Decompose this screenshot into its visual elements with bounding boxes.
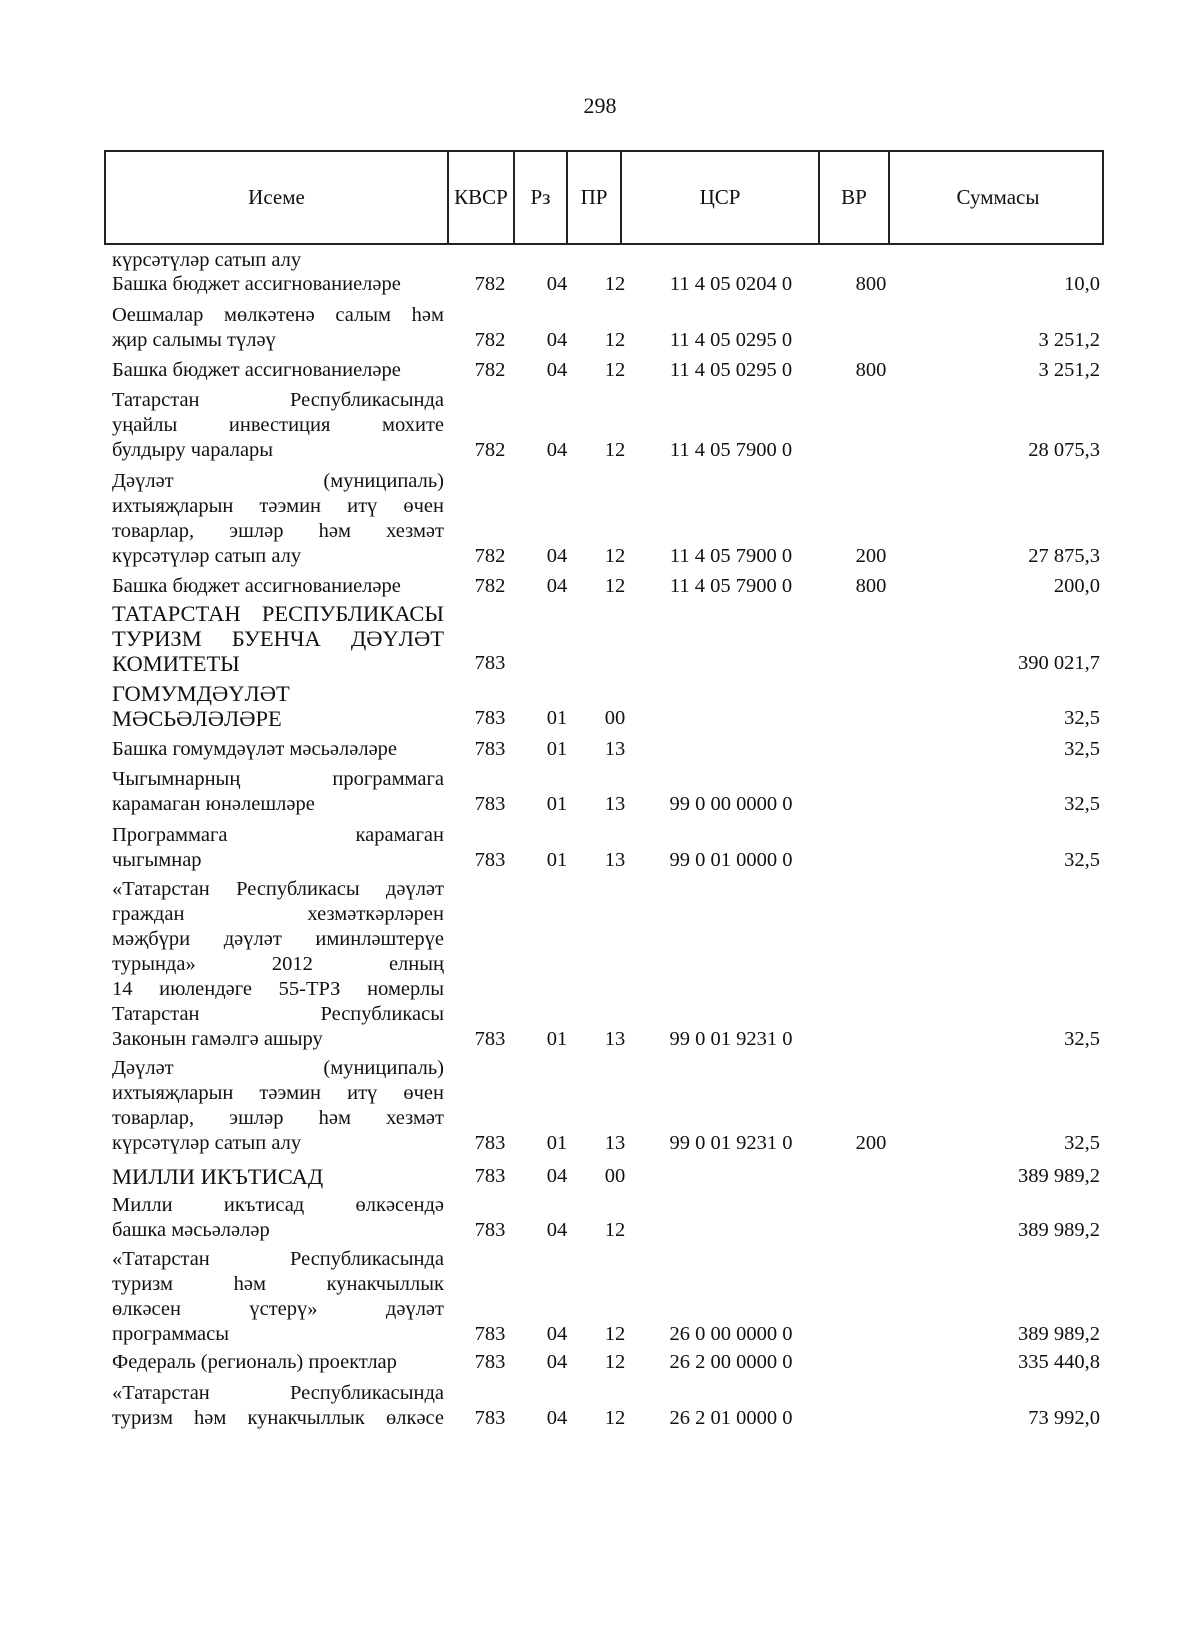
table-row: [0, 303, 1200, 353]
row-pr: 13: [604, 793, 626, 815]
row-pr: 13: [604, 1028, 626, 1050]
row-name-line: Татарстан Республикасында: [112, 389, 444, 411]
row-sum: 10,0: [1064, 273, 1100, 295]
row-pr: 12: [604, 1351, 626, 1373]
row-pr: 12: [604, 329, 626, 351]
row-name: [112, 303, 444, 353]
header-vr: ВР: [820, 152, 890, 243]
row-vr: 800: [855, 575, 887, 597]
header-pr: ПР: [568, 152, 622, 243]
row-kvsr: 783: [474, 707, 506, 729]
row-pr: 12: [604, 1407, 626, 1429]
row-pr: 13: [604, 1132, 626, 1154]
row-name-line: булдыру чаралары: [112, 439, 274, 461]
row-pr: 00: [604, 707, 626, 729]
row-pr: 12: [604, 575, 626, 597]
row-kvsr: 783: [474, 652, 506, 674]
row-sum: 389 989,2: [1018, 1323, 1100, 1345]
row-name-line: Оешмалар мөлкәтенә салым һәм: [112, 304, 444, 326]
row-name-line: күрсәтүләр сатып алу: [112, 249, 302, 271]
row-pr: 13: [604, 849, 626, 871]
table-row: [0, 358, 1200, 383]
row-name: [112, 1381, 444, 1431]
row-name-line: Дәүләт (муниципаль): [112, 470, 444, 492]
row-csr: 99 0 01 9231 0: [669, 1028, 793, 1050]
table-row: [0, 877, 1200, 1052]
header-csr: ЦСР: [622, 152, 820, 243]
row-rz: 04: [546, 273, 568, 295]
row-name-line: башка мәсьәләләр: [112, 1219, 270, 1241]
row-name: [112, 1056, 444, 1156]
row-name-line: товарлар, эшләр һәм хезмәт: [112, 520, 444, 542]
row-pr: 12: [604, 1219, 626, 1241]
row-kvsr: 782: [474, 359, 506, 381]
row-sum: 32,5: [1064, 738, 1100, 760]
table-row: [0, 388, 1200, 463]
row-name: [112, 877, 444, 1052]
row-name-line: җир салымы түләү: [112, 329, 276, 351]
row-name-line: ТУРИЗМ БУЕНЧА ДӘҮЛӘТ: [112, 626, 444, 651]
row-csr: 11 4 05 0295 0: [669, 329, 793, 351]
row-sum: 28 075,3: [1028, 439, 1100, 461]
row-name-line: Законын гамәлгә ашыру: [112, 1028, 323, 1050]
row-name-line: «Татарстан Республикасы дәүләт: [112, 878, 444, 900]
table-header: [104, 150, 1104, 245]
table-row: [0, 1350, 1200, 1375]
row-name: [112, 1247, 444, 1347]
row-rz: 01: [546, 1132, 568, 1154]
row-sum: 32,5: [1064, 707, 1100, 729]
row-name-line: 14 июлендәге 55-ТРЗ номерлы: [112, 978, 444, 1000]
row-sum: 200,0: [1053, 575, 1100, 597]
table-row: [0, 469, 1200, 569]
table-row: [0, 767, 1200, 817]
table-row: [0, 1193, 1200, 1243]
row-name: [112, 1193, 444, 1243]
row-name-line: туризм һәм кунакчыллык өлкәсе: [112, 1407, 444, 1429]
row-name-line: ТАТАРСТАН РЕСПУБЛИКАСЫ: [112, 601, 444, 626]
row-name-line: Татарстан Республикасы: [112, 1003, 444, 1025]
row-rz: 04: [546, 575, 568, 597]
table-row: [0, 248, 1200, 273]
row-name: [112, 737, 444, 762]
table-row: [0, 737, 1200, 762]
row-rz: 04: [546, 1407, 568, 1429]
row-rz: 01: [546, 707, 568, 729]
row-name-line: «Татарстан Республикасында: [112, 1248, 444, 1270]
row-name-line: өлкәсен үстерү» дәүләт: [112, 1298, 444, 1320]
row-sum: 73 992,0: [1028, 1407, 1100, 1429]
row-sum: 27 875,3: [1028, 545, 1100, 567]
row-kvsr: 783: [474, 1323, 506, 1345]
row-rz: 01: [546, 738, 568, 760]
row-csr: 11 4 05 0295 0: [669, 359, 793, 381]
row-name-line: Башка бюджет ассигнованиеләре: [112, 273, 401, 295]
table-row: [0, 1056, 1200, 1156]
row-name-line: туризм һәм кунакчыллык: [112, 1273, 444, 1295]
table-row: [0, 1381, 1200, 1431]
row-csr: 99 0 01 9231 0: [669, 1132, 793, 1154]
table-row: [0, 1247, 1200, 1347]
row-name-line: Милли икътисад өлкәсендә: [112, 1194, 444, 1216]
row-name: [112, 469, 444, 569]
row-name: [112, 767, 444, 817]
row-name-line: граждан хезмәткәрләрен: [112, 903, 444, 925]
row-vr: 800: [855, 359, 887, 381]
row-kvsr: 783: [474, 1219, 506, 1241]
row-name-line: товарлар, эшләр һәм хезмәт: [112, 1107, 444, 1129]
row-name-line: Башка бюджет ассигнованиеләре: [112, 359, 401, 381]
row-pr: 12: [604, 273, 626, 295]
row-csr: 26 0 00 0000 0: [669, 1323, 793, 1345]
row-name-line: мәҗбүри дәүләт иминләштерүе: [112, 928, 444, 950]
row-kvsr: 782: [474, 545, 506, 567]
row-sum: 3 251,2: [1038, 329, 1100, 351]
row-name: [112, 823, 444, 873]
row-rz: 04: [546, 329, 568, 351]
row-kvsr: 782: [474, 439, 506, 461]
row-sum: 389 989,2: [1018, 1165, 1100, 1187]
row-sum: 32,5: [1064, 1028, 1100, 1050]
row-kvsr: 783: [474, 738, 506, 760]
row-kvsr: 782: [474, 329, 506, 351]
row-csr: 99 0 01 0000 0: [669, 849, 793, 871]
row-name-line: «Татарстан Республикасында: [112, 1382, 444, 1404]
row-sum: 335 440,8: [1018, 1351, 1100, 1373]
row-name: [112, 272, 444, 297]
header-kvsr: КВСР: [449, 152, 515, 243]
row-name-line: МӘСЬӘЛӘЛӘРЕ: [112, 706, 282, 731]
row-name-line: ихтыяҗларын тәэмин итү өчен: [112, 1082, 444, 1104]
row-name-line: күрсәтүләр сатып алу: [112, 1132, 302, 1154]
table-row: [0, 601, 1200, 676]
row-name: [112, 681, 444, 731]
row-rz: 04: [546, 1351, 568, 1373]
row-kvsr: 783: [474, 849, 506, 871]
row-name: [112, 601, 444, 676]
row-kvsr: 783: [474, 1407, 506, 1429]
table-row: [0, 1164, 1200, 1189]
row-name: [112, 358, 444, 383]
row-rz: 04: [546, 439, 568, 461]
row-rz: 04: [546, 545, 568, 567]
table-row: [0, 681, 1200, 731]
row-name: [112, 574, 444, 599]
header-rz: Рз: [515, 152, 568, 243]
row-name-line: ГОМУМДӘҮЛӘТ: [112, 681, 290, 706]
row-rz: 01: [546, 1028, 568, 1050]
row-kvsr: 783: [474, 1351, 506, 1373]
row-vr: 200: [855, 545, 887, 567]
row-csr: 11 4 05 0204 0: [669, 273, 793, 295]
row-kvsr: 783: [474, 793, 506, 815]
row-rz: 04: [546, 1219, 568, 1241]
header-name: Исеме: [106, 152, 449, 243]
table-row: [0, 272, 1200, 297]
row-csr: 99 0 00 0000 0: [669, 793, 793, 815]
row-name-line: Чыгымнарның программага: [112, 768, 444, 790]
row-kvsr: 782: [474, 273, 506, 295]
row-pr: 12: [604, 1323, 626, 1345]
row-name-line: МИЛЛИ ИКЪТИСАД: [112, 1164, 324, 1189]
row-vr: 800: [855, 273, 887, 295]
row-kvsr: 782: [474, 575, 506, 597]
row-pr: 12: [604, 439, 626, 461]
row-sum: 3 251,2: [1038, 359, 1100, 381]
row-pr: 00: [604, 1165, 626, 1187]
row-name-line: программасы: [112, 1323, 230, 1345]
row-pr: 13: [604, 738, 626, 760]
row-sum: 32,5: [1064, 1132, 1100, 1154]
row-name-line: карамаган юнәлешләре: [112, 793, 315, 815]
row-csr: 11 4 05 7900 0: [669, 545, 793, 567]
row-vr: 200: [855, 1132, 887, 1154]
row-name-line: күрсәтүләр сатып алу: [112, 545, 302, 567]
row-rz: 04: [546, 1323, 568, 1345]
row-name-line: Башка бюджет ассигнованиеләре: [112, 575, 401, 597]
row-name-line: ихтыяҗларын тәэмин итү өчен: [112, 495, 444, 517]
row-rz: 04: [546, 1165, 568, 1187]
table-row: [0, 574, 1200, 599]
row-csr: 26 2 00 0000 0: [669, 1351, 793, 1373]
page-number: 298: [583, 93, 617, 118]
row-csr: 11 4 05 7900 0: [669, 439, 793, 461]
row-name: [112, 248, 444, 273]
row-name: [112, 1350, 444, 1375]
row-rz: 04: [546, 359, 568, 381]
row-sum: 32,5: [1064, 849, 1100, 871]
row-rz: 01: [546, 849, 568, 871]
row-name-line: Башка гомумдәүләт мәсьәләләре: [112, 738, 398, 760]
row-rz: 01: [546, 793, 568, 815]
row-csr: 26 2 01 0000 0: [669, 1407, 793, 1429]
row-name-line: чыгымнар: [112, 849, 202, 871]
row-name-line: турында» 2012 елның: [112, 953, 444, 975]
row-csr: 11 4 05 7900 0: [669, 575, 793, 597]
row-sum: 32,5: [1064, 793, 1100, 815]
row-name-line: уңайлы инвестиция мохите: [112, 414, 444, 436]
row-name-line: КОМИТЕТЫ: [112, 651, 240, 676]
row-pr: 12: [604, 545, 626, 567]
row-name-line: Программага карамаган: [112, 824, 444, 846]
row-name: [112, 388, 444, 463]
row-sum: 389 989,2: [1018, 1219, 1100, 1241]
row-name: [112, 1164, 444, 1189]
header-sum: Суммасы: [956, 185, 1040, 209]
row-kvsr: 783: [474, 1028, 506, 1050]
row-name-line: Федераль (региональ) проектлар: [112, 1351, 397, 1373]
table-row: [0, 823, 1200, 873]
row-sum: 390 021,7: [1018, 652, 1100, 674]
row-name-line: Дәүләт (муниципаль): [112, 1057, 444, 1079]
row-pr: 12: [604, 359, 626, 381]
row-kvsr: 783: [474, 1165, 506, 1187]
row-kvsr: 783: [474, 1132, 506, 1154]
